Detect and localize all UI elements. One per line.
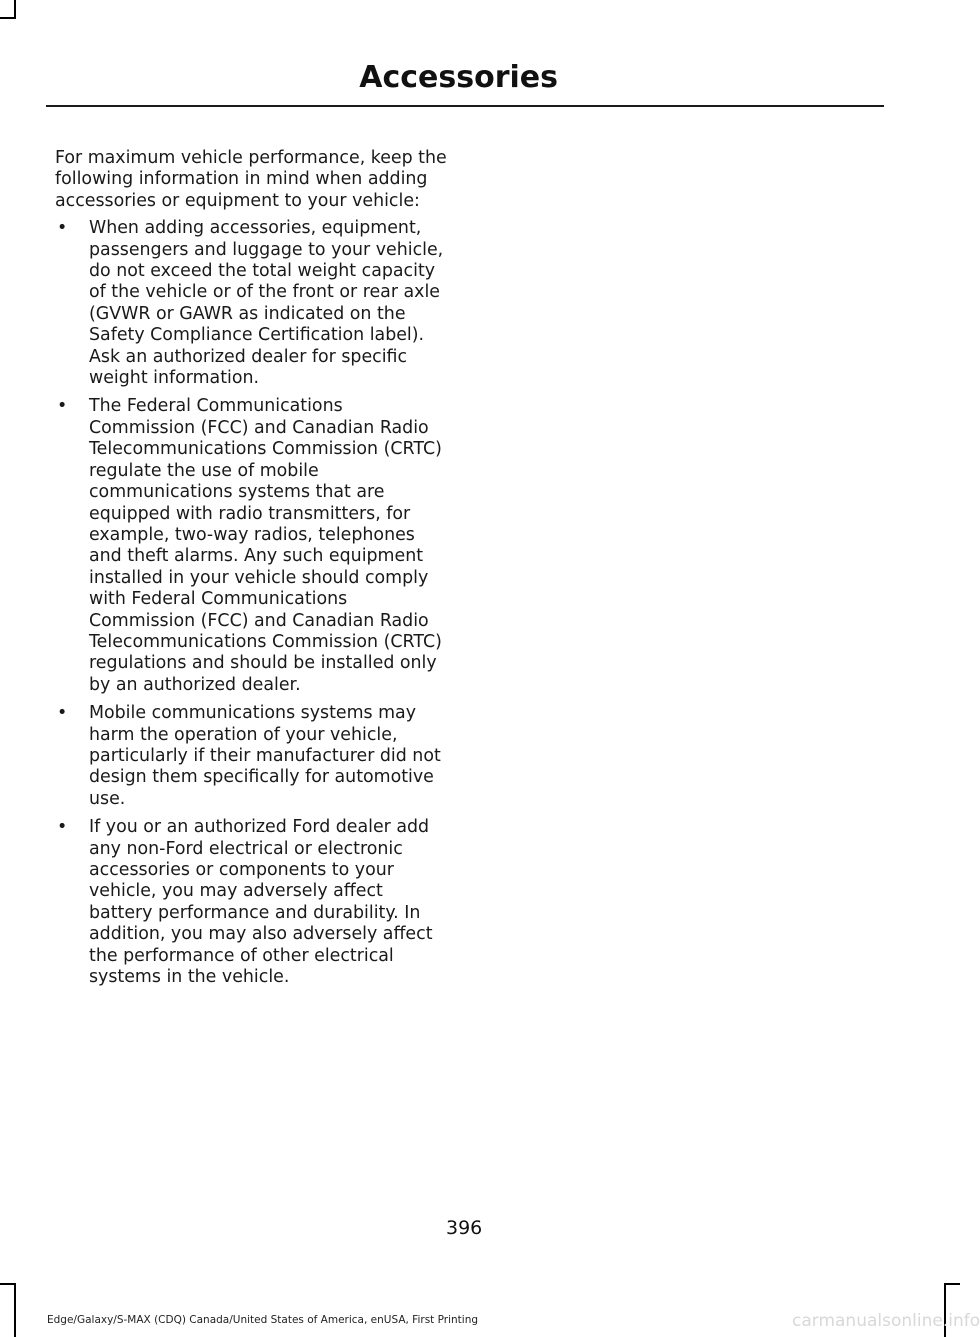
intro-paragraph: For maximum vehicle performance, keep the following information in mind when adding accessories or equipment to your vehicle: [55, 148, 447, 211]
bullet-text: Mobile communications systems may harm the operation of your vehicle, particularly if their manufacturer did not design them specifically for automotive use. [89, 703, 441, 809]
watermark-logo: carmanualsonline.info [792, 1311, 980, 1331]
list-item [55, 396, 449, 696]
list-item [55, 703, 449, 810]
list-item [55, 817, 449, 988]
crop-mark-top-left-horizontal [0, 17, 16, 19]
bullet-text: When adding accessories, equipment, passengers and luggage to your vehicle, do not exceed the total weight capacity of the vehicle or of the front or rear axle (GVWR or GAWR as indicated on the Safety Compliance Certification label). Ask an authorized dealer for specific weight information. [89, 218, 444, 389]
crop-mark-bottom-left-horizontal [0, 1283, 16, 1285]
header-rule [46, 105, 884, 107]
bullet-text: The Federal Communications Commission (FCC) and Canadian Radio Telecommunications Commission (CRTC) regulate the use of mobile communications systems that are equipped with radio transmitters, for example, two-way radios, telephones and theft alarms. Any such equipment installed in your vehicle should comply with Federal Communications Commission (FCC) and Canadian Radio Telecommunications Commission (CRTC) regulations and should be installed only by an authorized dealer. [89, 396, 442, 695]
bullet-list [55, 218, 449, 988]
edition-footer: Edge/Galaxy/S-MAX (CDQ) Canada/United States of America, enUSA, First Printing [47, 1314, 479, 1326]
bullet-icon: • [57, 703, 68, 724]
crop-mark-bottom-left-vertical [14, 1284, 16, 1337]
bullet-icon: • [57, 817, 68, 838]
page-title: Accessories [359, 60, 558, 95]
crop-mark-top-left-vertical [14, 0, 16, 18]
bullet-icon: • [57, 396, 68, 417]
bullet-text: If you or an authorized Ford dealer add any non-Ford electrical or electronic accessories or components to your vehicle, you may adversely affect battery performance and durability. In addition, you may also adversely affect the performance of other electrical systems in the vehicle. [89, 817, 433, 988]
page-number: 396 [446, 1217, 483, 1239]
crop-mark-bottom-right-horizontal [944, 1283, 960, 1285]
list-item [55, 218, 449, 389]
main-content [55, 148, 449, 995]
bullet-icon: • [57, 218, 68, 239]
